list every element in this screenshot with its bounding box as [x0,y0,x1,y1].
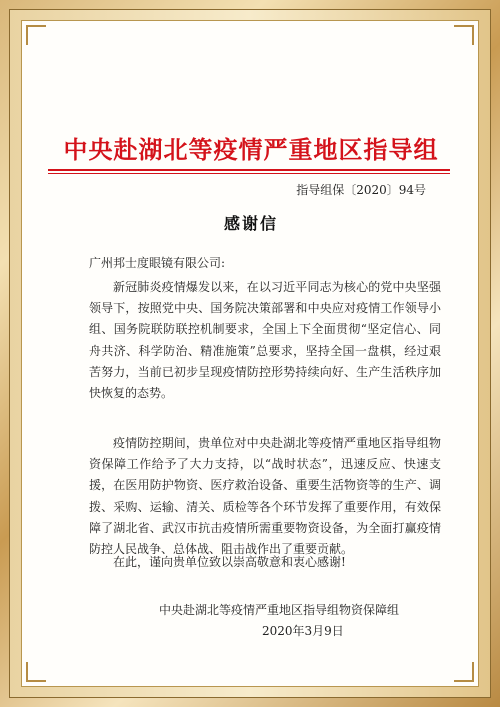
document-number: 指导组保〔2020〕94号 [296,183,426,197]
signature-line: 中央赴湖北等疫情严重地区指导组物资保障组 [158,603,399,617]
red-divider-thin [48,173,450,174]
body-paragraph-2: 疫情防控期间，贵单位对中央赴湖北等疫情严重地区指导组物资保障工作给予了大力支持，以“战时状态”，迅速反应、快速支援，在医用防护物资、医疗救治设备、重要生活物资等的生产、调拨、采购、运输、清关、质检等各个环节发挥了重要作用，有效保障了湖北省、武汉市抗击疫情所需重要物资设备，为全面打赢疫情防控人民战争、总体战、阻击战作出了重要贡献。 [89,436,441,557]
corner-ornament [454,25,474,45]
corner-ornament [26,25,46,45]
body-paragraph-3: 在此，谨向贵单位致以崇高敬意和衷心感谢! [113,555,346,569]
letter-title: 感谢信 [223,214,278,233]
body-paragraph-1: 新冠肺炎疫情爆发以来，在以习近平同志为核心的党中央坚强领导下，按照党中央、国务院决策部署和中央应对疫情工作领导小组、国务院联防联控机制要求，全国上下全面贯彻“坚定信心、同舟共济、科学防治、精准施策”总要求，坚持全国一盘棋，经过艰苦努力，当前已初步呈现疫情防控形势持续向好、生产生活秩序加快恢复的态势。 [89,280,441,401]
corner-ornament [26,662,46,682]
organization-title: 中央赴湖北等疫情严重地区指导组 [63,135,439,164]
salutation: 广州邦士度眼镜有限公司: [89,256,226,270]
letter-date: 2020年3月9日 [262,624,344,638]
corner-ornament [454,662,474,682]
letter-paper [21,20,479,687]
red-divider-thick [48,169,450,171]
